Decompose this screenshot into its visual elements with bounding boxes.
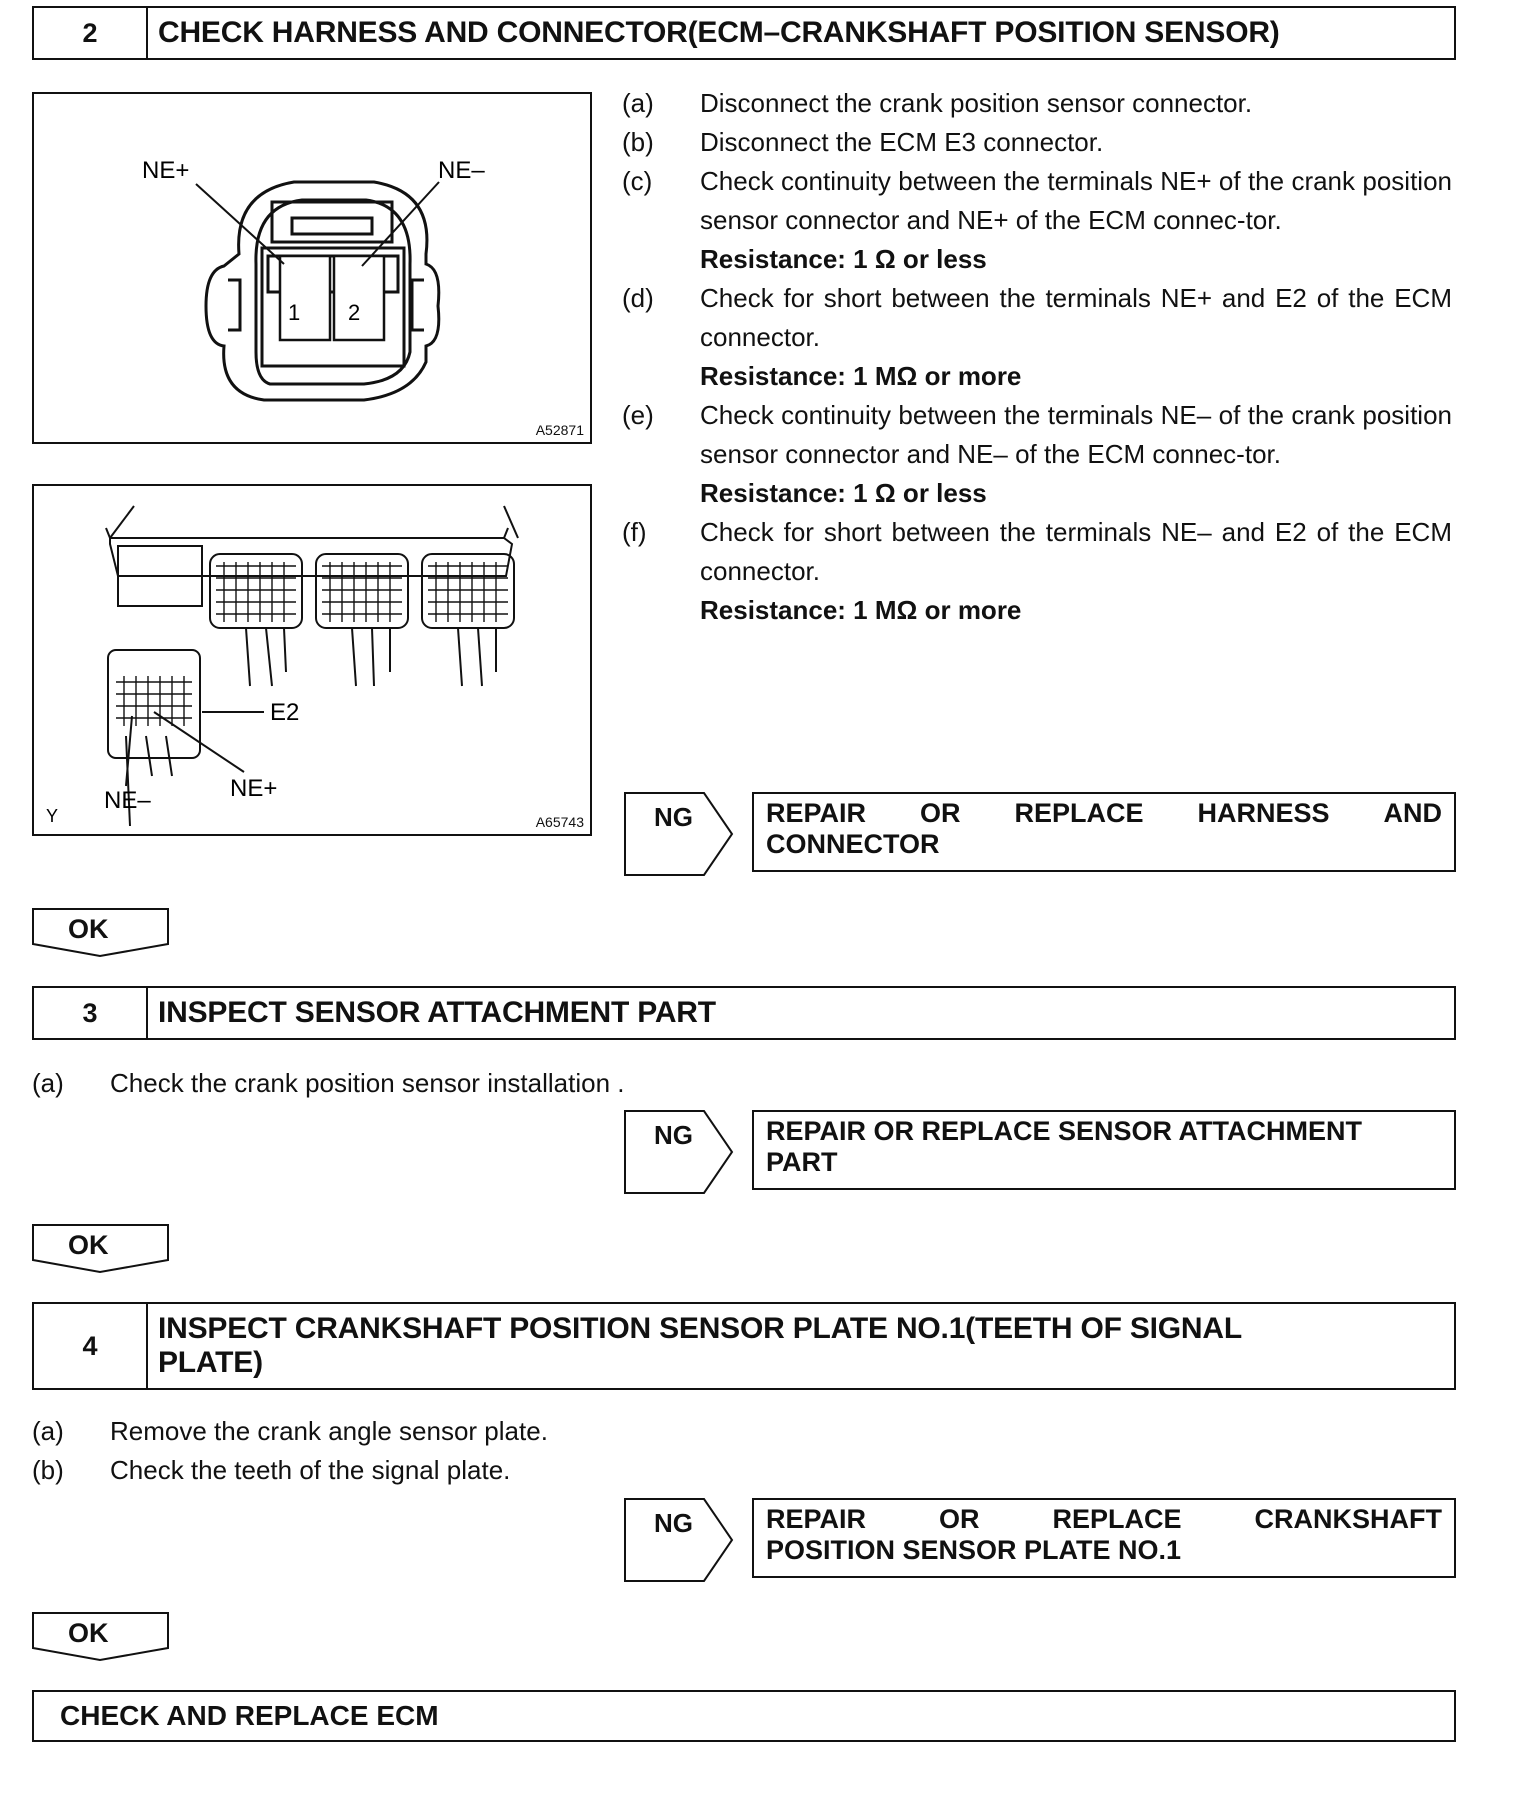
step-title: CHECK HARNESS AND CONNECTOR(ECM–CRANKSHAFT POSITION SENSOR) — [158, 16, 1280, 49]
step-number: 4 — [34, 1304, 148, 1388]
ng-action-box — [752, 792, 1456, 872]
step-4-ng-branch — [624, 1498, 1454, 1584]
step-2-procedure — [622, 84, 1452, 630]
label-ne-plus: NE+ — [230, 775, 278, 802]
pin-1 — [280, 256, 330, 340]
list-item: (d) Check for short between the terminals NE+ and E2 of the ECM connector. — [622, 283, 1452, 352]
ng-arrow-icon — [624, 1110, 734, 1194]
ng-action-line1: REPAIR OR REPLACE HARNESS AND — [766, 798, 1442, 828]
step-3-ok-branch — [32, 1224, 170, 1274]
label-ne-minus: NE– — [438, 157, 485, 184]
resistance-spec: Resistance: 1 Ω or less — [700, 244, 987, 274]
list-item: (b) Check the teeth of the signal plate. — [32, 1455, 511, 1485]
list-item: (c) Check continuity between the terminals NE+ of the crank position sensor connector and NE+ of the ECM connec-tor. — [622, 166, 1452, 235]
label-ne-minus: NE– — [104, 787, 151, 814]
ecm-connector-drawing — [34, 486, 590, 834]
ng-tag: NG — [654, 802, 693, 832]
ng-action-line1: REPAIR OR REPLACE CRANKSHAFT — [766, 1504, 1442, 1534]
ng-action-line2: PART — [766, 1147, 838, 1177]
ok-tag: OK — [68, 1230, 109, 1260]
step-3-procedure — [32, 1064, 932, 1103]
resistance-spec: Resistance: 1 MΩ or more — [700, 361, 1022, 391]
ng-tag: NG — [654, 1120, 693, 1150]
list-item: (e) Check continuity between the terminals NE– of the crank position sensor connector and NE– of the ECM connec-tor. — [622, 400, 1452, 469]
resistance-spec: Resistance: 1 Ω or less — [700, 478, 987, 508]
step-title: INSPECT CRANKSHAFT POSITION SENSOR PLATE NO.1(TEETH OF SIGNAL PLATE) — [158, 1312, 1242, 1379]
label-ne-plus: NE+ — [142, 157, 190, 184]
list-item: (a) Check the crank position sensor installation . — [32, 1068, 625, 1098]
figure-id: A65743 — [535, 814, 584, 830]
ng-action-line1: REPAIR OR REPLACE SENSOR ATTACHMENT — [766, 1116, 1363, 1146]
step-2-header — [32, 6, 1456, 60]
ng-arrow-icon — [624, 1498, 734, 1582]
label-e2: E2 — [270, 699, 300, 726]
figure-ecm-connectors — [32, 484, 592, 836]
ng-action-box — [752, 1110, 1456, 1190]
figure-sensor-connector — [32, 92, 592, 444]
ng-action-line2: CONNECTOR — [766, 829, 940, 859]
list-item: (a) Remove the crank angle sensor plate. — [32, 1416, 548, 1446]
step-2-ng-branch — [624, 792, 1454, 878]
ng-arrow-icon — [624, 792, 734, 876]
ng-action-line2: POSITION SENSOR PLATE NO.1 — [766, 1535, 1182, 1565]
step-4-header — [32, 1302, 1456, 1390]
step-3-header — [32, 986, 1456, 1040]
step-3-ng-branch — [624, 1110, 1454, 1196]
pin-2 — [334, 256, 384, 340]
ng-action-box — [752, 1498, 1456, 1578]
corner-mark: Y — [46, 806, 59, 826]
sensor-connector-drawing — [34, 94, 590, 442]
ng-tag: NG — [654, 1508, 693, 1538]
pin-1-label: 1 — [288, 300, 301, 325]
ok-tag: OK — [68, 1618, 109, 1648]
list-item: (b) Disconnect the ECM E3 connector. — [622, 127, 1104, 157]
list-item: (a) Disconnect the crank position sensor connector. — [622, 88, 1253, 118]
final-action-box — [32, 1690, 1456, 1742]
list-item: (f) Check for short between the terminals NE– and E2 of the ECM connector. — [622, 517, 1452, 586]
step-4-procedure — [32, 1412, 932, 1490]
pin-2-label: 2 — [348, 300, 361, 325]
step-title: INSPECT SENSOR ATTACHMENT PART — [158, 996, 716, 1029]
step-number: 2 — [34, 8, 148, 58]
step-2-ok-branch — [32, 908, 170, 958]
figure-id: A52871 — [535, 422, 584, 438]
step-4-ok-branch — [32, 1612, 170, 1662]
final-title: CHECK AND REPLACE ECM — [60, 1700, 439, 1731]
step-number: 3 — [34, 988, 148, 1038]
ok-tag: OK — [68, 914, 109, 944]
resistance-spec: Resistance: 1 MΩ or more — [700, 595, 1022, 625]
